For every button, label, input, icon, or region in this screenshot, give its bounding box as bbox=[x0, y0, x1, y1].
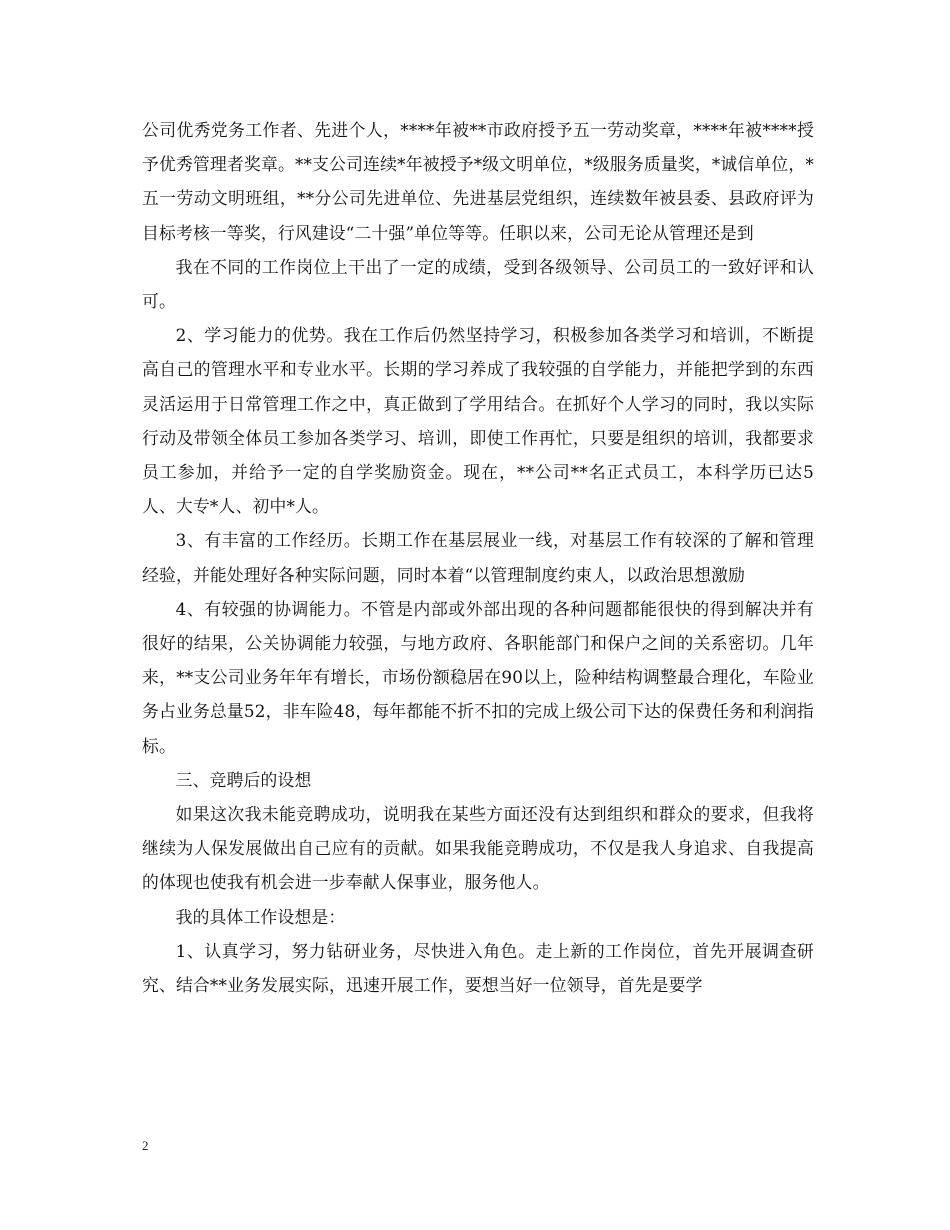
paragraph-5: 4、有较强的协调能力。不管是内部或外部出现的各种问题都能很快的得到解决并有很好的结果，公关协调能力较强，与地方政府、各职能部门和保户之间的关系密切。几年来，**支公司业务年年有增长，市场份额稳居在90以上，险种结构调整最合理化，车险业务占业务总量52，非车险48，每年都能不折不扣的完成上级公司下达的保费任务和利润指标。 bbox=[142, 598, 814, 756]
paragraph-2: 我在不同的工作岗位上干出了一定的成绩，受到各级领导、公司员工的一致好评和认可。 bbox=[142, 256, 814, 312]
paragraph-7: 我的具体工作设想是： bbox=[175, 906, 346, 927]
page-number: 2 bbox=[142, 1138, 149, 1153]
paragraph-6: 如果这次我未能竞聘成功，说明我在某些方面还没有达到组织和群众的要求，但我将继续为人保发展做出自己应有的贡献。如果我能竞聘成功，不仅是我人身追求、自我提高的体现也使我有机会进一步奉献人保事业，服务他人。 bbox=[142, 804, 814, 893]
paragraph-8: 1、认真学习，努力钻研业务，尽快进入角色。走上新的工作岗位，首先开展调查研究、结合**业务发展实际，迅速开展工作，要想当好一位领导，首先是要学 bbox=[142, 940, 814, 996]
paragraph-3: 2、学习能力的优势。我在工作后仍然坚持学习，积极参加各类学习和培训，不断提高自己的管理水平和专业水平。长期的学习养成了我较强的自学能力，并能把学到的东西灵活运用于日常管理工作之中，真正做到了学用结合。在抓好个人学习的同时，我以实际行动及带领全体员工参加各类学习、培训，即使工作再忙，只要是组织的培训，我都要求员工参加，并给予一定的自学奖励资金。现在，**公司**名正式员工，本科学历已达5人、大专*人、初中*人。 bbox=[142, 325, 814, 517]
section-heading: 三、竞聘后的设想 bbox=[175, 769, 312, 790]
paragraph-1: 公司优秀党务工作者、先进个人，****年被**市政府授予五一劳动奖章，****年被****授予优秀管理者奖章。**支公司连续*年被授予*级文明单位，*级服务质量奖，*诚信单位，*五一劳动文明班组，**分公司先进单位、先进基层党组织，连续数年被县委、县政府评为目标考核一等奖，行风建设“二十强”单位等等。任职以来，公司无论从管理还是到 bbox=[142, 120, 814, 243]
paragraph-4: 3、有丰富的工作经历。长期工作在基层展业一线，对基层工作有较深的了解和管理经验，并能处理好各种实际问题，同时本着“以管理制度约束人，以政治思想激励 bbox=[142, 530, 814, 585]
document-body bbox=[142, 113, 814, 1002]
